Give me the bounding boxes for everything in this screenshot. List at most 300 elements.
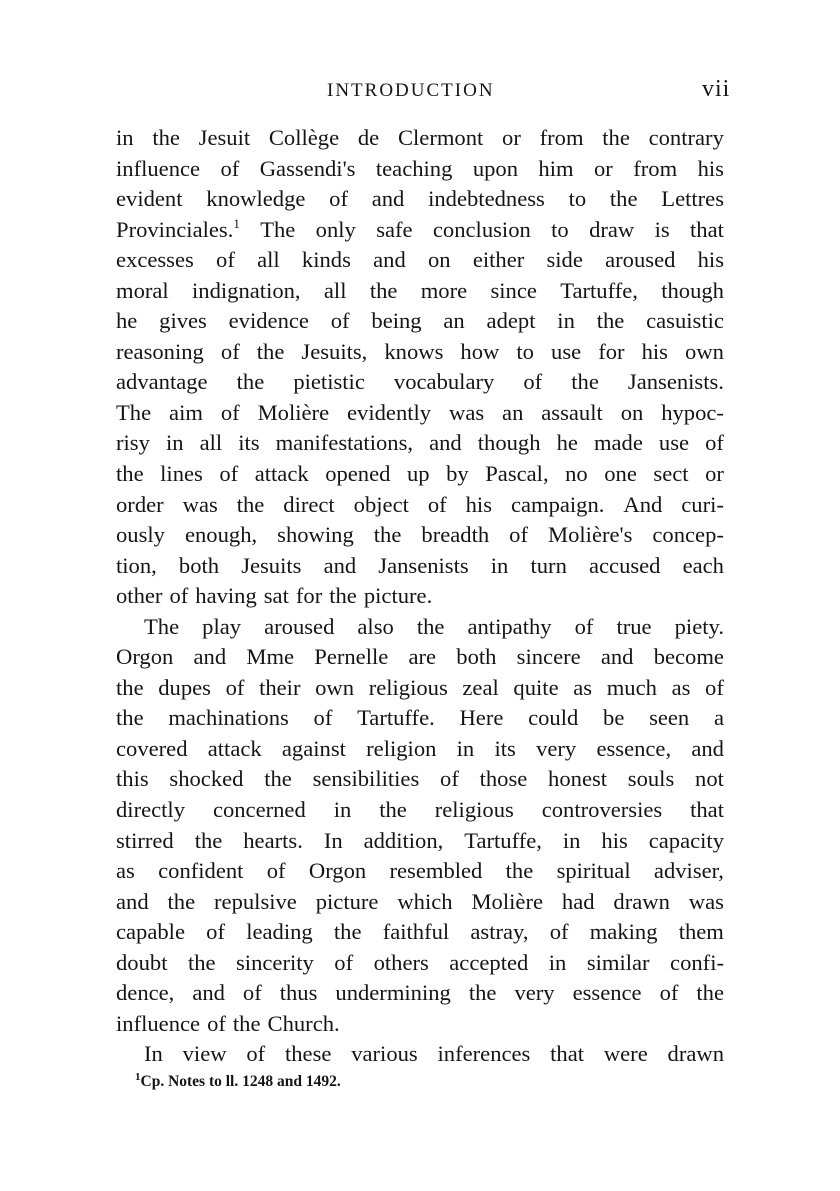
word: of [219,461,239,487]
word: thus [279,980,318,1006]
word: the [571,369,599,395]
word: the [329,583,357,609]
text-line [116,184,724,215]
word: addition, [363,827,444,853]
word: as [116,858,135,884]
word: side [546,247,583,273]
word: Jansenists. [627,369,724,395]
word: influence [116,155,201,181]
word: campaign. [510,491,605,517]
word: confident [158,858,244,884]
text-line [116,367,724,398]
word: Church. [267,1010,340,1036]
word: of [440,766,459,792]
word: from [539,125,584,150]
text-line [116,887,724,918]
word: of [169,583,189,609]
word: capacity [648,827,724,853]
word: for [295,583,323,609]
word: in [456,735,475,761]
word: of [334,949,354,975]
word: ously [116,522,165,548]
word: quite [513,674,559,700]
word: the [116,705,144,731]
word: religion [366,735,437,761]
word: become [653,644,724,670]
word: Pascal, [485,461,549,487]
footnote [135,1073,341,1091]
word: the [152,125,180,150]
word: since [490,277,537,303]
word: antipathy [467,613,552,639]
page-header [0,76,840,108]
word: essence [572,980,642,1006]
word: confi- [670,949,724,975]
word: The [116,399,152,425]
word: the [167,888,196,914]
word: no [565,461,588,487]
word: how [460,338,500,364]
word: to [551,216,569,242]
word: to [516,338,534,364]
word: of [225,674,245,700]
word: of [330,308,350,334]
word: conclusion [432,216,531,242]
word: the [236,369,265,395]
text-line [116,642,724,673]
word: him [538,155,574,181]
text-line [116,856,724,887]
word: on [427,247,451,273]
word: could [528,705,579,731]
word: the [333,919,362,945]
word: the [116,674,144,700]
word: of [220,399,240,425]
word: Molière [471,888,543,914]
word: shocked [169,766,244,792]
text-line [116,154,724,185]
text-line [116,978,724,1009]
word: moral [116,277,169,303]
word: was [449,399,485,425]
word: he [116,308,138,334]
text-line [116,1009,724,1040]
text-line [116,490,724,521]
word: opened [325,461,391,487]
word: the [373,522,402,548]
word: Jesuit [198,125,251,150]
word: all [323,277,347,303]
word: of [216,247,235,273]
word: of [207,1010,226,1036]
running-head: INTRODUCTION [327,80,495,101]
word: or [502,125,521,150]
word: controversies [541,797,663,823]
word: these [284,1041,332,1067]
word: in [165,430,184,456]
word: aroused [605,247,676,273]
word: Orgon [308,858,367,884]
word: play [202,613,242,639]
word: of [266,858,286,884]
word: turn [530,552,567,578]
word: he [556,430,578,456]
word: doubt [116,949,168,975]
word: Gassendi's [259,155,356,181]
word: inferences [437,1041,531,1067]
word: The [144,613,180,639]
word: Provinciales.$^1$ [116,215,240,242]
word: be [603,705,625,731]
word: manifestations, [275,430,414,456]
word: indignation, [192,277,301,303]
word: the [236,491,265,517]
word: In [144,1041,163,1067]
word: draw [589,216,635,242]
word: machinations [168,705,289,731]
text-line [116,734,724,765]
word: in [490,552,509,578]
word: resembled [389,858,483,884]
text-line [116,520,724,551]
word: the [232,1010,261,1036]
word: on [620,399,644,425]
word: the [264,766,292,792]
word: pietistic [293,369,365,395]
word: Mme [246,644,295,670]
word: true [616,613,652,639]
word: Clermont [397,125,484,150]
word: enough, [184,522,258,548]
word: up [406,461,430,487]
word: sincerity [236,949,314,975]
word: piety. [674,613,724,639]
word: Jesuits, [301,338,368,364]
word: dence, [116,980,175,1006]
word: very [536,735,577,761]
word: aim [169,399,203,425]
text-line [116,428,724,459]
word: concep- [652,522,724,548]
word: adviser, [653,858,724,884]
word: of [220,338,240,364]
word: faithful [382,919,450,945]
word: drawn [613,888,670,914]
word: of [242,980,262,1006]
word: kinds [301,247,351,273]
text-line [116,948,724,979]
word: and [373,247,406,273]
word: which [397,888,453,914]
word: picture [315,888,379,914]
word: his [697,155,724,181]
word: attack [254,461,309,487]
text-line [116,703,724,734]
word: Molière's [548,522,633,548]
word: Molière [257,399,330,425]
word: or [594,155,613,181]
word: all [199,430,223,456]
word: evidence [228,308,309,334]
word: reasoning [116,338,204,364]
word: Tartuffe, [464,827,542,853]
text-line [116,306,724,337]
word: Jesuits [241,552,302,578]
word: the [187,949,216,975]
word: more [420,277,468,303]
word: Lettres [661,186,724,212]
word: attack [207,735,262,761]
word: made [593,430,643,456]
word: hearts. [243,827,303,853]
word: the [379,797,407,823]
word: upon [472,155,518,181]
word: sat [263,583,289,609]
word: stirred [116,827,174,853]
word: similar [586,949,650,975]
word: its [238,430,260,456]
word: all [257,247,280,273]
word: to [568,186,587,212]
word: capable [116,919,185,945]
word: direct [283,491,335,517]
word: the [468,980,497,1006]
word: one [604,461,637,487]
word: of [329,186,348,212]
text-line [116,795,724,826]
word: The [260,216,296,242]
word: not [695,766,724,792]
footnote-marker: 1 [135,1071,141,1083]
word: concerned [212,797,306,823]
word: in [333,797,352,823]
word: an [502,399,524,425]
word: accepted [449,949,529,975]
text-line [116,917,724,948]
word: vocabulary [393,369,495,395]
word: his [641,338,668,364]
word: excesses [116,247,194,273]
word: Tartuffe. [357,705,435,731]
word: religious [434,797,514,823]
word: the [696,980,724,1006]
word: very [514,980,555,1006]
word: is [654,216,670,242]
word: of [206,919,225,945]
word: curi- [681,491,724,517]
word: his [465,491,492,517]
word: only [315,216,356,242]
word: of [246,1041,266,1067]
word: tion, [116,552,157,578]
word: contrary [648,125,724,150]
word: of [313,705,333,731]
word: Orgon [116,644,174,670]
word: dupes [158,674,211,700]
word: Jansenists [378,552,469,578]
word: and [371,186,405,212]
word: a [713,705,724,731]
word: the [416,613,445,639]
word: hypoc- [661,399,724,425]
word: the [369,277,398,303]
word: spiritual [556,858,631,884]
word: zeal [462,674,499,700]
word: that [690,797,724,823]
word: the [596,308,625,334]
word: undermining [335,980,451,1006]
word: in [557,308,575,334]
word: seen [649,705,690,731]
text-line [116,123,724,154]
text-line [116,551,724,582]
word: various [351,1041,418,1067]
word: Tartuffe, [560,277,638,303]
word: of [427,491,447,517]
word: the [116,461,144,487]
word: picture. [363,583,433,609]
word: that [690,216,724,242]
paragraph [116,612,724,1040]
word: use [658,430,690,456]
word: breadth [421,522,490,548]
word: or [705,461,724,487]
page-number: vii [702,76,731,102]
word: leading [246,919,313,945]
word: them [678,919,724,945]
word: repulsive [214,888,297,914]
word: own [315,674,355,700]
word: aroused [264,613,335,639]
paragraph [116,123,724,612]
word: And [623,491,663,517]
word: of [705,430,724,456]
text-line [116,612,724,643]
text-line [116,337,724,368]
word: evidently [347,399,432,425]
body-text [116,123,724,1070]
word: showing [277,522,354,548]
word: and [600,644,634,670]
word: and [193,644,227,670]
word: of [659,980,679,1006]
word: an [443,308,465,334]
word: this [116,766,149,792]
word: Here [459,705,504,731]
word: essence, [596,735,672,761]
word: religious [368,674,448,700]
word: had [561,888,595,914]
word: Pernelle [314,644,389,670]
word: either [472,247,525,273]
word: In [323,827,343,853]
text-line [116,215,724,246]
word: much [606,674,657,700]
word: of [574,613,594,639]
word: though [661,277,724,303]
word: Collège [268,125,340,150]
word: and [429,430,462,456]
word: the [256,338,285,364]
text-line [116,1039,724,1070]
word: though [477,430,541,456]
word: own [685,338,724,364]
word: evident [116,186,183,212]
word: were [603,1041,648,1067]
word: teaching [375,155,453,181]
word: view [182,1041,227,1067]
word: in [116,125,134,150]
word: making [589,919,658,945]
word: of [509,522,528,548]
word: are [408,644,437,670]
word: in [562,827,581,853]
word: was [688,888,724,914]
word: both [456,644,497,670]
word: of [549,919,569,945]
word: the [602,125,630,150]
word: their [259,674,301,700]
word: having [195,583,257,609]
word: each [682,552,724,578]
word: and [192,980,225,1006]
word: order [116,491,164,517]
word: for [598,338,625,364]
word: sincere [516,644,581,670]
word: sensibilities [312,766,420,792]
word: advantage [116,369,208,395]
text-line [116,276,724,307]
word: directly [116,797,186,823]
word: the [609,186,638,212]
text-line [116,581,724,612]
word: those [479,766,528,792]
word: risy [116,430,150,456]
word: adept [486,308,536,334]
word: lines [160,461,203,487]
word: its [494,735,516,761]
text-line [116,826,724,857]
word: of [523,369,543,395]
word: from [633,155,678,181]
word: influence [116,1010,201,1036]
word: and [691,735,724,761]
word: gives [159,308,207,334]
word: against [281,735,346,761]
footnote-text: Cp. Notes to ll. 1248 and 1492. [140,1073,341,1090]
paragraph [116,1039,724,1070]
word: the [194,827,223,853]
word: astray, [470,919,529,945]
word: others [373,949,429,975]
word: that [550,1041,585,1067]
word: casuistic [646,308,724,334]
word: of [220,155,240,181]
text-line [116,398,724,429]
word: use [551,338,582,364]
word: assault [541,399,603,425]
word: of [705,674,724,700]
word: knows [384,338,444,364]
word: his [601,827,628,853]
word: sect [653,461,689,487]
word: the [505,858,534,884]
word: also [357,613,394,639]
word: safe [376,216,413,242]
word: covered [116,735,188,761]
word: honest [548,766,608,792]
word: accused [588,552,661,578]
